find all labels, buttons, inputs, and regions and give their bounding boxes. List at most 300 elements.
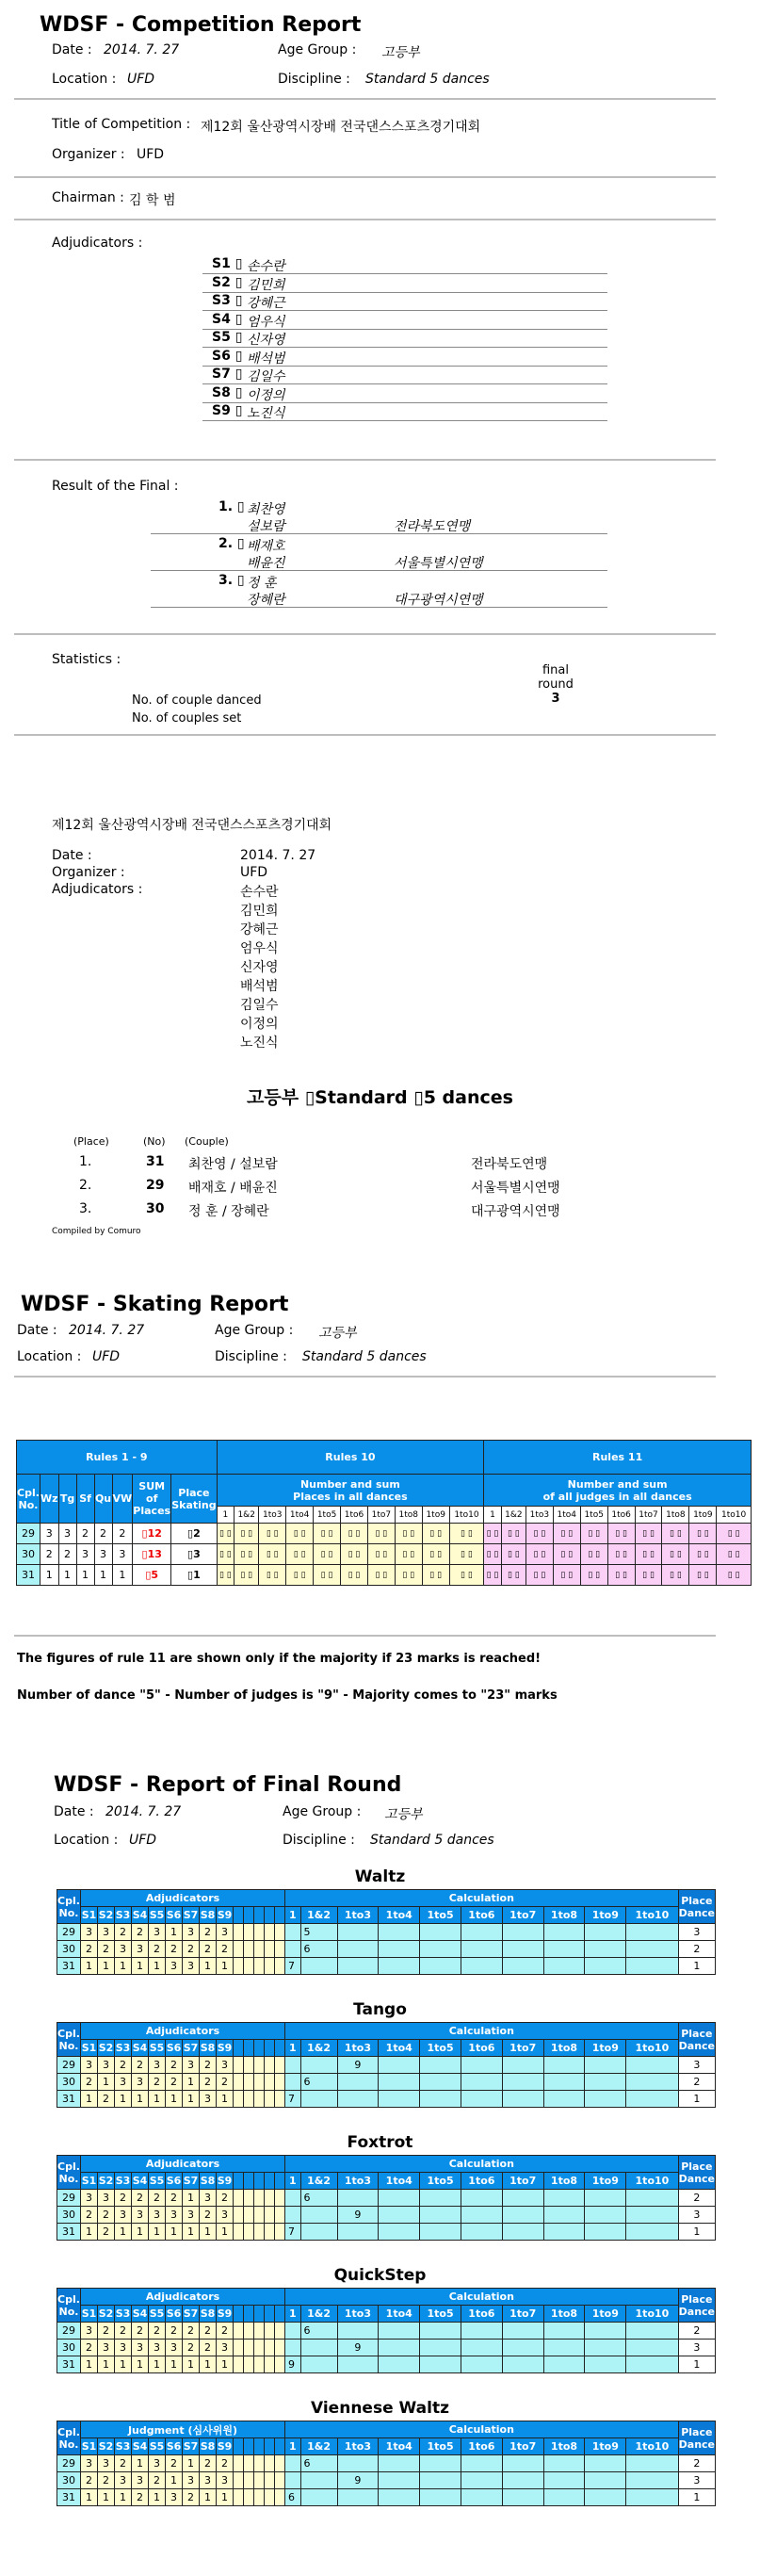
final-mark: 1	[81, 2489, 98, 2506]
judge-col: S2	[98, 2173, 115, 2190]
final-calc	[461, 2074, 502, 2091]
final-mark-empty	[234, 2074, 244, 2091]
final-mark: 2	[132, 2489, 149, 2506]
rules-10-cell: ▯ ▯	[341, 1565, 368, 1586]
rules-10-cell: ▯ ▯	[314, 1524, 341, 1544]
place-skating-header: Place Skating	[171, 1475, 217, 1524]
final-calc	[543, 2472, 585, 2489]
final-calc	[461, 1958, 502, 1975]
final-calc	[337, 2323, 379, 2340]
adjudicator-code: S9 ▯	[212, 403, 243, 418]
final-mark-empty	[265, 2190, 275, 2207]
final-mark-empty	[254, 1941, 265, 1958]
final-mark-empty	[265, 2323, 275, 2340]
final-calc	[502, 2207, 543, 2224]
final-mark-empty	[234, 2472, 244, 2489]
result-underline	[151, 570, 607, 571]
calc-col: 1to9	[585, 2040, 626, 2057]
final-calc	[285, 2340, 301, 2356]
rules-11-cell: ▯ ▯	[717, 1565, 752, 1586]
rules-11-cell: ▯ ▯	[689, 1544, 717, 1565]
final-cpl: 31	[57, 2356, 81, 2373]
final-cpl: 30	[57, 2074, 81, 2091]
dance-col-header: Qu	[94, 1475, 112, 1524]
rules-10-header: Rules 10	[217, 1441, 484, 1475]
rules-10-cell: ▯ ▯	[449, 1565, 484, 1586]
final-calc	[626, 2057, 678, 2074]
calc-col: 1	[285, 2040, 301, 2057]
divider	[14, 219, 716, 220]
final-calc: 6	[300, 2323, 337, 2340]
stat-danced-label: No. of couple danced	[132, 693, 262, 708]
final-table-quickstep	[57, 2288, 716, 2373]
final-calc	[502, 2489, 543, 2506]
judge-col-empty	[265, 2306, 275, 2323]
final-cpl: 29	[57, 2057, 81, 2074]
final-mark: 1	[132, 2091, 149, 2108]
final-mark: 2	[149, 2190, 166, 2207]
final-row	[57, 2472, 716, 2489]
calc-col: 1&2	[300, 2306, 337, 2323]
cpl-header: Cpl. No.	[57, 2421, 81, 2455]
adjudicator-name: 강혜근	[247, 296, 285, 311]
final-calc	[585, 2207, 626, 2224]
final-calc	[626, 2207, 678, 2224]
divider	[14, 1376, 716, 1378]
final-title: WDSF - Report of Final Round	[54, 1773, 402, 1797]
final-calc	[502, 2323, 543, 2340]
final-mark: 2	[217, 2074, 234, 2091]
judges-header: Judgment (심사위원)	[81, 2421, 285, 2438]
final-calc	[585, 1941, 626, 1958]
adjudicator-underline	[202, 420, 607, 421]
final-mark: 2	[166, 2057, 183, 2074]
calc-col: 1to5	[420, 2040, 461, 2057]
rules-11-cell: ▯ ▯	[662, 1565, 689, 1586]
rules-10-cell: ▯ ▯	[449, 1544, 484, 1565]
discipline-value: Standard 5 dances	[365, 72, 490, 87]
final-calc	[461, 2091, 502, 2108]
fr-age-label: Age Group :	[283, 1804, 362, 1819]
stat-col-final: final	[542, 663, 569, 677]
rules-10-col: 1to9	[422, 1507, 449, 1524]
rules-11-cell: ▯ ▯	[580, 1544, 607, 1565]
judge-col-empty	[254, 1907, 265, 1924]
divider	[14, 734, 716, 736]
final-calc	[585, 2057, 626, 2074]
final-mark-empty	[275, 2489, 285, 2506]
final-calc	[461, 2190, 502, 2207]
final-calc	[502, 1941, 543, 1958]
rules-10-cell: ▯ ▯	[367, 1544, 395, 1565]
calc-col: 1to5	[420, 2306, 461, 2323]
final-calc: 9	[337, 2057, 379, 2074]
rules-11-cell: ▯ ▯	[607, 1524, 635, 1544]
calc-col: 1to9	[585, 1907, 626, 1924]
final-mark: 3	[98, 1924, 115, 1941]
final-mark-empty	[234, 2207, 244, 2224]
judge-col-empty	[275, 2173, 285, 2190]
rules-10-sub-2: Places in all dances	[293, 1490, 408, 1503]
final-mark-empty	[275, 2207, 285, 2224]
final-row	[57, 2057, 716, 2074]
final-mark: 3	[200, 2190, 217, 2207]
final-calc: 6	[300, 2455, 337, 2472]
final-mark: 1	[166, 2091, 183, 2108]
judge-col: S3	[115, 2173, 132, 2190]
rules-10-sub	[217, 1475, 484, 1507]
final-mark: 3	[115, 2340, 132, 2356]
final-mark: 3	[183, 1924, 200, 1941]
summary-region: 대구광역시연맹	[471, 1204, 560, 1219]
final-calc	[379, 2190, 420, 2207]
final-calc	[300, 2091, 337, 2108]
rules-10-cell: ▯ ▯	[341, 1544, 368, 1565]
final-mark: 3	[217, 1924, 234, 1941]
result-partner-2: 배윤진	[247, 556, 285, 571]
calc-col: 1to10	[626, 2438, 678, 2455]
judge-col: S8	[200, 2173, 217, 2190]
final-mark: 1	[115, 2356, 132, 2373]
skating-cpl: 30	[17, 1544, 40, 1565]
final-calc	[543, 2190, 585, 2207]
final-mark-empty	[234, 2190, 244, 2207]
age-group-value: 고등부	[381, 45, 420, 60]
result-region: 대구광역시연맹	[394, 593, 483, 608]
final-mark: 1	[217, 2091, 234, 2108]
summary-adjudicator: 엄우식	[240, 941, 279, 956]
final-calc	[585, 1958, 626, 1975]
final-mark: 1	[115, 2091, 132, 2108]
calc-col: 1to5	[420, 2438, 461, 2455]
final-mark: 1	[217, 2489, 234, 2506]
final-mark-empty	[254, 2455, 265, 2472]
rules-11-cell: ▯ ▯	[553, 1565, 580, 1586]
calc-col: 1to6	[461, 2306, 502, 2323]
final-mark: 1	[115, 2489, 132, 2506]
final-mark-empty	[244, 2091, 254, 2108]
final-calc	[626, 2340, 678, 2356]
final-mark-empty	[234, 2340, 244, 2356]
final-calc	[502, 2472, 543, 2489]
final-calc	[502, 2356, 543, 2373]
final-mark: 1	[81, 2356, 98, 2373]
rules-11-cell: ▯ ▯	[717, 1544, 752, 1565]
judges-header: Adjudicators	[81, 2023, 285, 2040]
judge-col: S4	[132, 1907, 149, 1924]
final-calc	[285, 2323, 301, 2340]
calculation-header: Calculation	[285, 2023, 679, 2040]
judge-col-empty	[275, 2306, 285, 2323]
final-mark: 2	[98, 2207, 115, 2224]
final-calc	[461, 2323, 502, 2340]
summary-couple: 배재호 / 배윤진	[188, 1181, 278, 1196]
final-calc	[543, 2224, 585, 2241]
final-mark: 1	[132, 2224, 149, 2241]
final-mark: 2	[200, 2207, 217, 2224]
final-calc	[300, 2472, 337, 2489]
judge-col: S1	[81, 2040, 98, 2057]
col-place-header: (Place)	[73, 1135, 109, 1148]
final-calc	[420, 2190, 461, 2207]
judge-col-empty	[265, 2173, 275, 2190]
final-calc	[626, 1924, 678, 1941]
final-calc	[337, 1958, 379, 1975]
final-mark: 2	[81, 2207, 98, 2224]
judge-col: S6	[166, 2438, 183, 2455]
final-mark: 2	[166, 2323, 183, 2340]
judge-col: S6	[166, 1907, 183, 1924]
final-mark: 2	[200, 1941, 217, 1958]
judge-col-empty	[234, 2173, 244, 2190]
final-calc	[300, 1958, 337, 1975]
final-calc: 6	[300, 2074, 337, 2091]
rules-11-cell: ▯ ▯	[484, 1524, 502, 1544]
final-mark: 1	[98, 1958, 115, 1975]
final-mark: 3	[149, 2340, 166, 2356]
final-calc	[300, 2224, 337, 2241]
skating-note-1: The figures of rule 11 are shown only if the majority if 23 marks is reached!	[17, 1652, 542, 1666]
judge-col: S2	[98, 2306, 115, 2323]
final-mark: 2	[183, 1941, 200, 1958]
final-mark: 3	[183, 2472, 200, 2489]
final-mark: 2	[149, 2472, 166, 2489]
rules-10-cell: ▯ ▯	[286, 1544, 314, 1565]
result-region: 전라북도연맹	[394, 519, 471, 534]
final-mark: 2	[183, 2489, 200, 2506]
final-calc	[420, 2489, 461, 2506]
cpl-header: Cpl. No.	[17, 1475, 40, 1524]
final-mark-empty	[275, 2472, 285, 2489]
stat-set-label: No. of couples set	[132, 711, 242, 726]
dance-col-header: Tg	[58, 1475, 76, 1524]
final-mark: 1	[183, 2356, 200, 2373]
final-mark-empty	[275, 2190, 285, 2207]
summary-place: 2.	[79, 1178, 92, 1193]
calculation-header: Calculation	[285, 2421, 679, 2438]
judge-col-empty	[254, 2438, 265, 2455]
final-calc	[543, 2489, 585, 2506]
final-cpl: 29	[57, 1924, 81, 1941]
judge-col-empty	[234, 1907, 244, 1924]
rules-11-col: 1to5	[580, 1507, 607, 1524]
judge-col-empty	[234, 2438, 244, 2455]
adjudicator-code: S3 ▯	[212, 293, 243, 308]
final-mark: 3	[166, 2340, 183, 2356]
final-calc	[461, 2340, 502, 2356]
calc-col: 1to7	[502, 2438, 543, 2455]
final-mark: 3	[166, 1958, 183, 1975]
judge-col: S3	[115, 2306, 132, 2323]
final-mark: 1	[166, 2472, 183, 2489]
sk-date-label: Date :	[17, 1323, 57, 1338]
judge-col-empty	[234, 2306, 244, 2323]
final-calc	[285, 2074, 301, 2091]
sk-age-label: Age Group :	[215, 1323, 294, 1338]
final-cpl: 30	[57, 2207, 81, 2224]
judge-col-empty	[254, 2040, 265, 2057]
judge-col-empty	[275, 2040, 285, 2057]
final-mark: 3	[115, 2207, 132, 2224]
fr-date-label: Date :	[54, 1804, 94, 1819]
result-place: 3. ▯	[218, 573, 245, 588]
final-calc	[379, 1958, 420, 1975]
final-calc	[461, 1924, 502, 1941]
judge-col-empty	[265, 1907, 275, 1924]
final-calc	[337, 1924, 379, 1941]
event-title: 고등부 ▯Standard ▯5 dances	[247, 1087, 513, 1108]
final-mark: 2	[81, 2074, 98, 2091]
final-mark-empty	[275, 2455, 285, 2472]
skating-place: ▯2	[171, 1524, 217, 1544]
rules-10-cell: ▯ ▯	[217, 1565, 234, 1586]
fr-discipline-value: Standard 5 dances	[370, 1833, 494, 1848]
final-calc	[337, 2224, 379, 2241]
summary-organizer-value: UFD	[240, 865, 268, 880]
final-mark: 2	[217, 2323, 234, 2340]
final-mark-empty	[265, 2207, 275, 2224]
final-mark: 3	[149, 2455, 166, 2472]
judge-col: S4	[132, 2173, 149, 2190]
final-calc	[420, 2207, 461, 2224]
final-table-tango	[57, 2022, 716, 2108]
final-calc: 7	[285, 2091, 301, 2108]
final-calc	[626, 2224, 678, 2241]
rules-10-col: 1to7	[367, 1507, 395, 1524]
summary-region: 전라북도연맹	[471, 1157, 548, 1172]
final-mark: 1	[183, 2091, 200, 2108]
calc-col: 1&2	[300, 2173, 337, 2190]
final-calc	[379, 2091, 420, 2108]
dance-title: QuickStep	[333, 2266, 427, 2285]
final-calc	[337, 2455, 379, 2472]
final-mark-empty	[244, 2057, 254, 2074]
dance-title: Viennese Waltz	[311, 2399, 449, 2418]
cpl-header: Cpl. No.	[57, 2023, 81, 2057]
final-mark: 1	[200, 2224, 217, 2241]
summary-couple: 정 훈 / 장혜란	[188, 1204, 269, 1219]
final-place: 1	[678, 2489, 715, 2506]
final-row	[57, 2091, 716, 2108]
sk-location-label: Location :	[17, 1349, 82, 1364]
calc-col: 1to5	[420, 2173, 461, 2190]
final-mark: 1	[98, 2489, 115, 2506]
final-mark: 2	[217, 2455, 234, 2472]
final-mark-empty	[244, 2472, 254, 2489]
final-mark: 2	[149, 2323, 166, 2340]
rules-11-cell: ▯ ▯	[501, 1524, 526, 1544]
final-mark: 1	[115, 1958, 132, 1975]
final-mark: 2	[166, 1941, 183, 1958]
final-mark: 3	[200, 2472, 217, 2489]
judge-col: S1	[81, 1907, 98, 1924]
judge-col-empty	[265, 2438, 275, 2455]
final-calc	[461, 2207, 502, 2224]
final-calc	[420, 1924, 461, 1941]
final-place: 3	[678, 1924, 715, 1941]
calc-col: 1to9	[585, 2173, 626, 2190]
final-calc: 7	[285, 2224, 301, 2241]
result-underline	[151, 607, 607, 608]
final-calc	[543, 2057, 585, 2074]
rules-10-cell: ▯ ▯	[395, 1524, 422, 1544]
final-mark: 2	[166, 2074, 183, 2091]
calc-col: 1to4	[379, 1907, 420, 1924]
final-calc	[420, 1941, 461, 1958]
rules-11-col: 1to7	[635, 1507, 662, 1524]
judge-col: S7	[183, 2040, 200, 2057]
final-mark: 3	[183, 2207, 200, 2224]
skating-mark: 1	[58, 1565, 76, 1586]
rules-11-cell: ▯ ▯	[553, 1524, 580, 1544]
final-mark-empty	[234, 1958, 244, 1975]
final-cpl: 30	[57, 1941, 81, 1958]
stat-danced-value: 3	[551, 692, 560, 706]
judge-col: S3	[115, 2040, 132, 2057]
final-calc	[285, 2057, 301, 2074]
final-calc	[585, 2224, 626, 2241]
final-mark: 1	[200, 2356, 217, 2373]
skating-mark: 1	[94, 1565, 112, 1586]
final-mark: 2	[166, 2190, 183, 2207]
judge-col: S5	[149, 1907, 166, 1924]
final-mark: 2	[149, 1941, 166, 1958]
final-mark: 3	[200, 2091, 217, 2108]
final-calc	[585, 2091, 626, 2108]
rules-10-cell: ▯ ▯	[234, 1565, 259, 1586]
adjudicator-code: S5 ▯	[212, 330, 243, 345]
final-mark-empty	[265, 1958, 275, 1975]
final-calc	[585, 1924, 626, 1941]
final-mark-empty	[254, 2356, 265, 2373]
rules-10-col: 1to3	[259, 1507, 286, 1524]
final-mark-empty	[244, 2074, 254, 2091]
final-mark: 3	[183, 1958, 200, 1975]
final-calc	[420, 2340, 461, 2356]
adjudicators-label: Adjudicators :	[52, 236, 143, 251]
judge-col: S7	[183, 1907, 200, 1924]
final-mark-empty	[275, 2340, 285, 2356]
rules-11-cell: ▯ ▯	[553, 1544, 580, 1565]
final-mark: 1	[115, 2224, 132, 2241]
final-calc	[379, 2472, 420, 2489]
final-mark: 2	[98, 2091, 115, 2108]
final-place: 3	[678, 2340, 715, 2356]
result-label: Result of the Final :	[52, 479, 179, 494]
final-mark: 3	[217, 2340, 234, 2356]
judges-header: Adjudicators	[81, 2289, 285, 2306]
final-mark-empty	[254, 2224, 265, 2241]
rules-10-col: 1to6	[341, 1507, 368, 1524]
judge-col-empty	[244, 2040, 254, 2057]
rules-11-cell: ▯ ▯	[484, 1544, 502, 1565]
summary-organizer-label: Organizer :	[52, 865, 125, 880]
final-mark: 2	[81, 1941, 98, 1958]
final-mark: 1	[183, 2224, 200, 2241]
divider	[14, 98, 716, 100]
final-mark: 3	[98, 2190, 115, 2207]
judge-col: S6	[166, 2173, 183, 2190]
final-calc	[420, 2074, 461, 2091]
final-cpl: 31	[57, 2224, 81, 2241]
fr-discipline-label: Discipline :	[283, 1833, 355, 1848]
rules-11-cell: ▯ ▯	[662, 1544, 689, 1565]
calc-col: 1to5	[420, 1907, 461, 1924]
final-calc	[337, 2190, 379, 2207]
final-mark: 2	[81, 2340, 98, 2356]
final-calc	[543, 1924, 585, 1941]
final-calc	[420, 2455, 461, 2472]
